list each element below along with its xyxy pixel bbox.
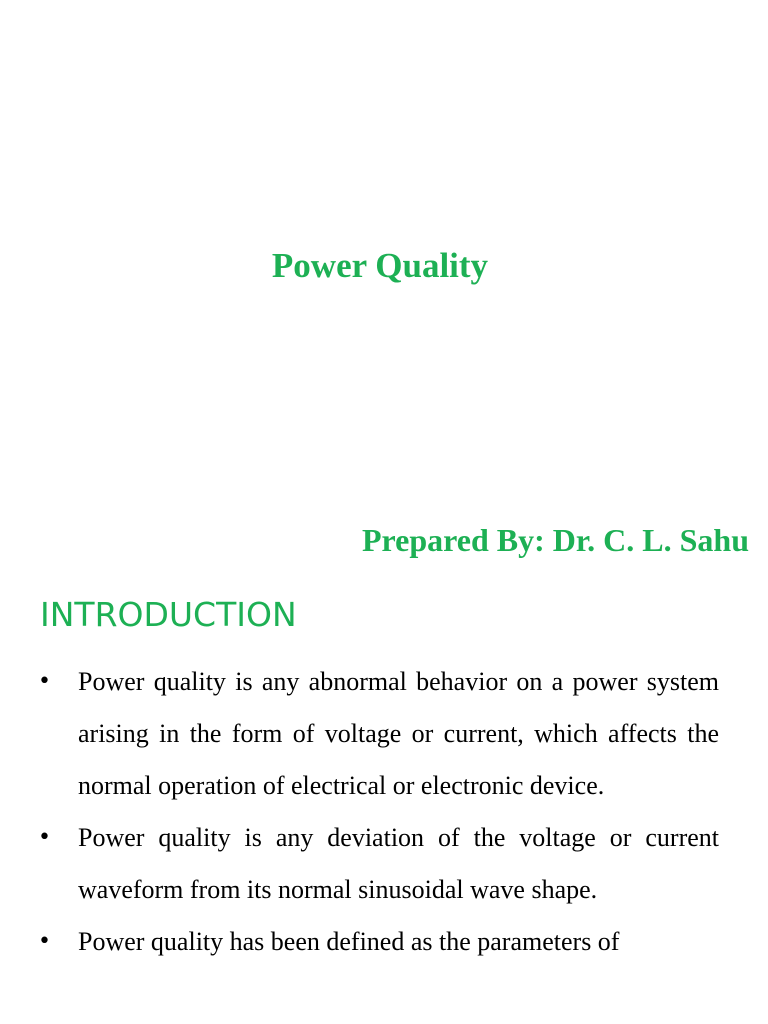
list-item-text: Power quality is any abnormal behavior on a power system arising in the form of voltage or current, which affects the normal operation of electrical or electronic device. — [78, 667, 719, 800]
list-item-text: Power quality has been defined as the parameters of — [78, 927, 620, 956]
bullet-icon: • — [38, 669, 51, 694]
introduction-bullet-list — [0, 656, 768, 968]
list-item-text: Power quality is any deviation of the voltage or current waveform from its normal sinusoidal wave shape. — [78, 823, 719, 904]
bullet-icon: • — [38, 929, 51, 954]
list-item — [0, 812, 768, 916]
author-credit: Prepared By: Dr. C. L. Sahu — [361, 522, 749, 558]
list-item — [0, 656, 768, 812]
list-item — [0, 916, 768, 968]
section-heading-introduction: INTRODUCTION — [40, 595, 297, 634]
slide-title: Power Quality — [271, 246, 489, 285]
bullet-icon: • — [38, 825, 51, 850]
